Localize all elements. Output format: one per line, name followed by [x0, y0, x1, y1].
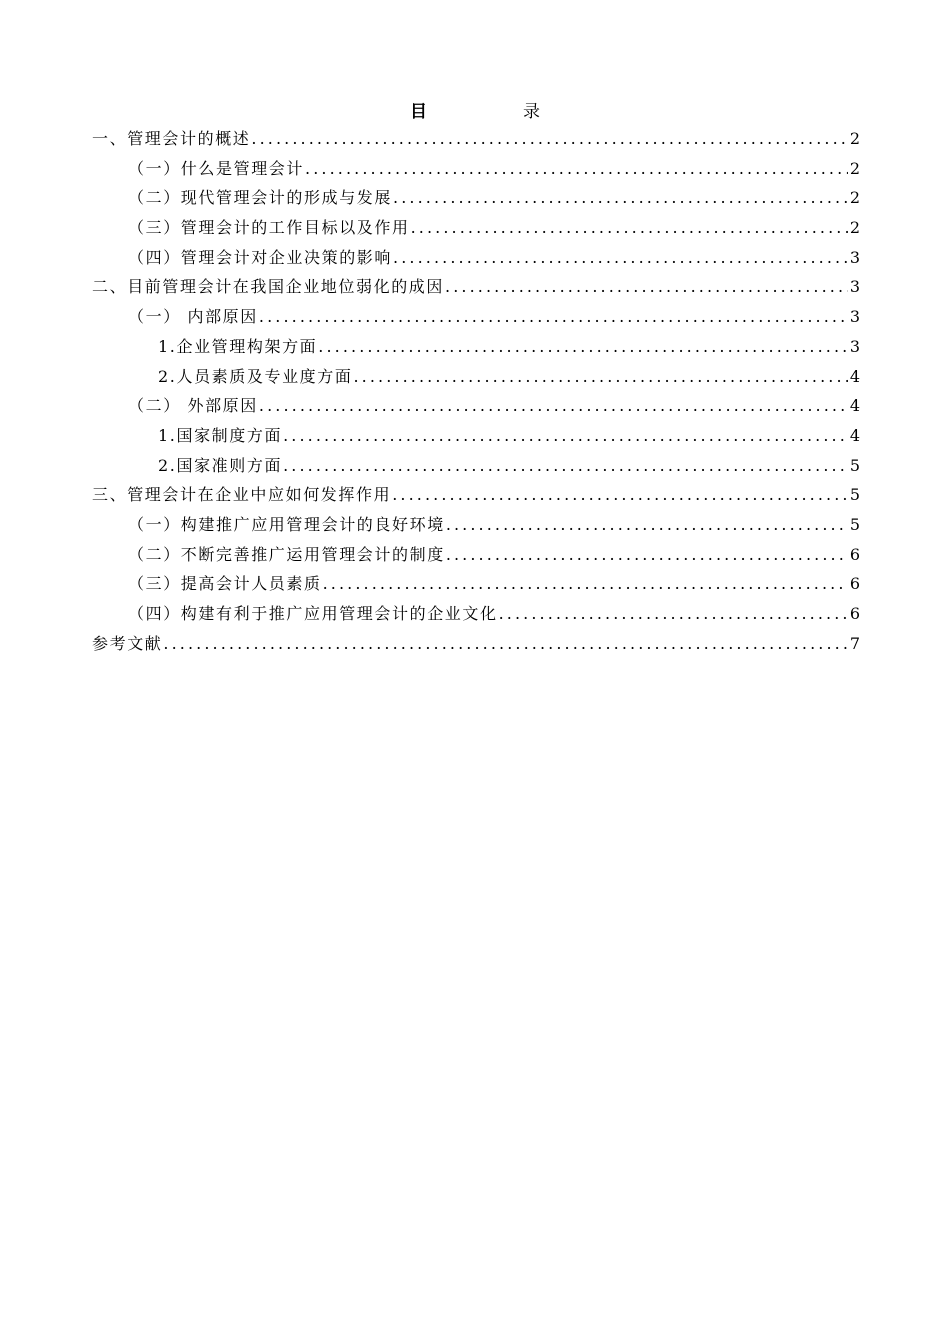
toc-title-left: 目 — [410, 102, 427, 122]
toc-entry-label: （四）管理会计对企业决策的影响 — [128, 247, 393, 267]
toc-entry-subsection-2-1-1[interactable] — [92, 332, 860, 362]
toc-dot-leader — [283, 451, 848, 481]
toc-entry-section-2-2[interactable] — [92, 391, 860, 421]
toc-entry-label: （二）不断完善推广运用管理会计的制度 — [128, 544, 445, 564]
toc-entry-label: （三）管理会计的工作目标以及作用 — [128, 218, 410, 238]
toc-entry-subsection-2-2-1[interactable] — [92, 421, 860, 451]
toc-entry-label: （一） 内部原因 — [128, 307, 258, 327]
toc-entry-label: 参考文献 — [92, 633, 163, 653]
toc-entry-subsection-2-1-2[interactable] — [92, 362, 860, 392]
toc-entry-section-3-1[interactable] — [92, 510, 860, 540]
toc-entry-label: 三、管理会计在企业中应如何发挥作用 — [92, 485, 392, 505]
toc-entry-label: 2.人员素质及专业度方面 — [158, 366, 353, 386]
toc-entry-label: （一）构建推广应用管理会计的良好环境 — [128, 514, 445, 534]
toc-entry-label: （四）构建有利于推广应用管理会计的企业文化 — [128, 604, 498, 623]
toc-page-number: 2 — [849, 188, 860, 208]
toc-entry-section-3-4[interactable] — [92, 599, 860, 629]
toc-page-number: 4 — [849, 425, 860, 445]
toc-page-number: 2 — [849, 129, 860, 148]
toc-entry-label: 1.企业管理构架方面 — [158, 336, 318, 356]
toc-page-number: 2 — [849, 158, 860, 178]
toc-page-number: 3 — [849, 277, 860, 297]
toc-page-number: 6 — [849, 604, 860, 623]
toc-entry-section-3-2[interactable] — [92, 540, 860, 570]
toc-page-number: 3 — [849, 307, 860, 327]
toc-page-number: 6 — [849, 544, 860, 564]
toc-page-number: 2 — [849, 218, 860, 238]
toc-entry-label: （二） 外部原因 — [128, 396, 258, 416]
toc-entry-references[interactable] — [92, 629, 860, 659]
toc-entry-section-3-3[interactable] — [92, 569, 860, 599]
toc-entry-section-2-1[interactable] — [92, 302, 860, 332]
toc-dot-leader — [446, 540, 848, 570]
toc-entry-label: （三）提高会计人员素质 — [128, 574, 322, 594]
toc-page-number: 6 — [849, 574, 860, 594]
toc-entry-section-1-1[interactable] — [92, 154, 860, 184]
toc-page-number: 4 — [849, 396, 860, 416]
toc-entry-label: （一）什么是管理会计 — [128, 158, 305, 178]
toc-dot-leader — [393, 183, 848, 213]
toc-dot-leader — [318, 332, 848, 362]
toc-entry-label: 一、管理会计的概述 — [92, 129, 251, 148]
toc-entry-section-1-2[interactable] — [92, 183, 860, 213]
toc-dot-leader — [283, 421, 848, 451]
toc-entry-label: 1.国家制度方面 — [158, 425, 283, 445]
toc-dot-leader — [445, 272, 848, 302]
toc-entry-section-1-4[interactable] — [92, 243, 860, 273]
toc-dot-leader — [259, 391, 848, 421]
toc-page-number: 5 — [849, 485, 860, 505]
toc-page-number: 7 — [849, 633, 860, 653]
toc-dot-leader — [323, 569, 848, 599]
toc-title-right: 录 — [523, 102, 540, 122]
toc-page-number: 5 — [849, 455, 860, 475]
toc-dot-leader — [499, 599, 848, 629]
toc-dot-leader — [393, 243, 848, 273]
toc-page-number: 3 — [849, 336, 860, 356]
toc-dot-leader — [163, 629, 847, 659]
toc-dot-leader — [392, 480, 848, 510]
toc-page-number: 3 — [849, 247, 860, 267]
toc-title — [0, 100, 950, 124]
toc-page-number: 4 — [849, 366, 860, 386]
toc-entry-subsection-2-2-2[interactable] — [92, 451, 860, 481]
toc-list — [92, 124, 860, 658]
toc-dot-leader — [305, 154, 848, 184]
toc-dot-leader — [446, 510, 848, 540]
toc-dot-leader — [251, 124, 847, 154]
toc-entry-label: 二、目前管理会计在我国企业地位弱化的成因 — [92, 277, 445, 297]
toc-entry-chapter-1[interactable] — [92, 124, 860, 154]
toc-entry-chapter-3[interactable] — [92, 480, 860, 510]
toc-dot-leader — [411, 213, 848, 243]
toc-dot-leader — [259, 302, 848, 332]
toc-entry-chapter-2[interactable] — [92, 272, 860, 302]
toc-page-number: 5 — [849, 514, 860, 534]
toc-entry-label: 2.国家准则方面 — [158, 455, 283, 475]
toc-entry-label: （二）现代管理会计的形成与发展 — [128, 188, 393, 208]
toc-dot-leader — [353, 362, 847, 392]
toc-entry-section-1-3[interactable] — [92, 213, 860, 243]
